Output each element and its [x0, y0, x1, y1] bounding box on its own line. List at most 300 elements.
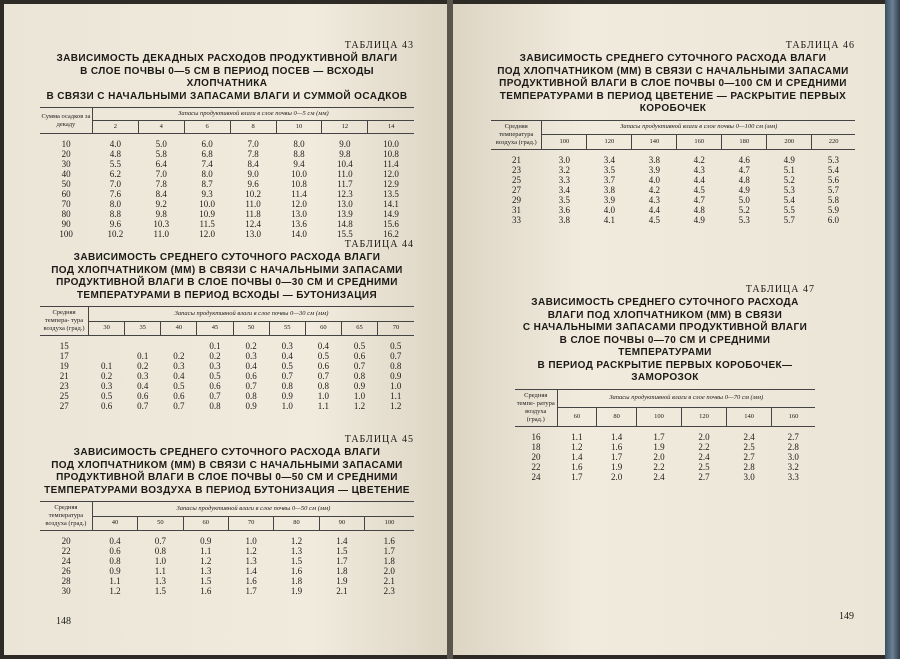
table-title-line: ЗАВИСИМОСТЬ СРЕДНЕГО СУТОЧНОГО РАСХОДА ВЛАГИ: [73, 447, 381, 458]
table-label: ТАБЛИЦА 44: [344, 239, 414, 250]
table-cell: 6.0: [201, 139, 213, 149]
table-cell: 11.0: [153, 229, 169, 239]
table-row: [40, 169, 414, 179]
column-header: 35: [125, 321, 161, 336]
table-row: [40, 361, 414, 371]
table-cell: 4.7: [693, 194, 705, 205]
table-cell: 2.4: [653, 471, 665, 482]
row-value: 28: [61, 576, 71, 586]
table-row: [515, 462, 815, 472]
table-cell: 3.5: [603, 164, 615, 175]
table-cell: 1.9: [290, 586, 303, 596]
column-header: 50: [138, 516, 183, 531]
table-cell: 10.3: [153, 219, 170, 229]
table-cell: 6.0: [827, 214, 839, 225]
table-row: [40, 546, 414, 556]
column-header: 50: [233, 321, 269, 336]
table-cell: 9.8: [155, 209, 167, 219]
table-cell: 0.5: [317, 351, 330, 361]
table-cell: 7.0: [247, 139, 259, 149]
table-row: [40, 566, 414, 576]
table-cell: 7.4: [201, 159, 213, 169]
table-cell: 3.9: [603, 194, 615, 205]
table-cell: 1.2: [245, 546, 257, 556]
table-cell: 2.5: [743, 441, 755, 452]
table-cell: 1.7: [610, 451, 623, 462]
table-row: [491, 205, 855, 215]
table-cell: 2.7: [743, 451, 755, 462]
column-header: 160: [677, 135, 722, 150]
table-cell: 3.4: [558, 184, 571, 195]
table-cell: 4.0: [603, 204, 615, 215]
page-number-left: 148: [56, 616, 71, 627]
table-cell: 6.4: [155, 159, 167, 169]
column-header: 65: [341, 321, 377, 336]
table-cell: 1.4: [336, 536, 348, 546]
table-cell: 0.9: [281, 391, 293, 401]
row-value: 20: [61, 149, 71, 159]
table-cell: 0.3: [245, 351, 257, 361]
table-cell: 2.8: [743, 461, 755, 472]
table-cell: 10.0: [199, 199, 216, 209]
table-cell: 3.0: [743, 471, 755, 482]
table-cell: 6.2: [109, 169, 121, 179]
table-cell: 5.4: [783, 194, 795, 205]
table-cell: 1.5: [290, 556, 303, 566]
table-cell: 0.2: [137, 361, 149, 371]
column-header: 8: [230, 121, 276, 134]
table-row: [40, 576, 414, 586]
table-cell: 0.5: [173, 381, 185, 391]
column-header: 100: [636, 408, 681, 427]
table-cell: 0.3: [173, 361, 185, 371]
table-cell: 4.2: [648, 184, 660, 195]
table-row: [515, 472, 815, 482]
table-row: [40, 336, 414, 352]
table-row: [40, 351, 414, 361]
table-cell: 8.0: [201, 169, 213, 179]
table-cell: 0.8: [154, 546, 167, 556]
table-cell: 0.1: [137, 351, 149, 361]
table-cell: 0.7: [317, 371, 330, 381]
table-cell: 1.3: [290, 546, 303, 556]
table-cell: 1.9: [336, 576, 348, 586]
row-header: Сумма осадков за декаду: [40, 108, 92, 134]
table-cell: 0.6: [317, 361, 330, 371]
table-cell: 0.7: [154, 536, 167, 546]
table-label: ТАБЛИЦА 43: [344, 40, 414, 51]
table-cell: 13.5: [383, 189, 399, 199]
table-title: [40, 252, 414, 302]
row-value: 22: [61, 546, 71, 556]
table-cell: 0.8: [245, 391, 257, 401]
table-cell: 0.4: [109, 536, 121, 546]
page-number-right: 149: [839, 611, 854, 622]
table-row: [491, 175, 855, 185]
table-cell: 13.6: [291, 219, 307, 229]
data-table: [40, 501, 414, 596]
table-cell: 4.3: [648, 194, 660, 205]
table-row: [40, 531, 414, 547]
table-cell: 4.6: [738, 154, 750, 165]
table-cell: 16.2: [383, 229, 399, 239]
table-cell: 2.0: [383, 566, 395, 576]
table-cell: 1.6: [200, 586, 212, 596]
row-value: 60: [61, 189, 71, 199]
table-cell: 0.8: [353, 371, 366, 381]
column-header: 45: [197, 321, 233, 336]
table-row: [40, 189, 414, 199]
column-header: 200: [767, 135, 812, 150]
table-cell: 0.5: [281, 361, 293, 371]
table-cell: 4.5: [648, 214, 660, 225]
table-cell: 4.3: [693, 164, 705, 175]
table-row: [40, 219, 414, 229]
row-value: 90: [61, 219, 71, 229]
table-cell: 9.8: [339, 149, 351, 159]
table-cell: 10.8: [291, 179, 307, 189]
table-cell: 1.9: [653, 441, 665, 452]
table-title-line: В СВЯЗИ С НАЧАЛЬНЫМИ ЗАПАСАМИ ВЛАГИ И СУММОЙ ОСАДКОВ: [46, 90, 408, 102]
table-cell: 10.0: [383, 139, 399, 149]
table-cell: 1.2: [390, 401, 402, 411]
table-row: [40, 179, 414, 189]
table-title: [40, 447, 414, 497]
table-cell: 4.7: [738, 164, 750, 175]
row-value: 22: [531, 461, 541, 472]
row-value: 26: [61, 566, 71, 576]
table-row: [40, 149, 414, 159]
table-cell: 0.7: [173, 401, 185, 411]
column-header: 6: [184, 121, 230, 134]
column-header: 80: [274, 516, 319, 531]
table-cell: 2.3: [383, 586, 395, 596]
row-value: 10: [61, 139, 71, 149]
table-cell: 1.8: [290, 576, 303, 586]
span-header: Запасы продуктивной влаги в слое почвы 0—100 см (мм): [542, 120, 855, 135]
table-cell: 3.9: [648, 164, 660, 175]
table-cell: 2.7: [698, 471, 710, 482]
table-cell: 0.2: [209, 351, 221, 361]
data-table: [40, 107, 414, 239]
table-cell: 0.3: [101, 381, 113, 391]
table-cell: 0.8: [317, 381, 330, 391]
table-cell: 9.2: [155, 199, 167, 209]
table-cell: 0.3: [209, 361, 221, 371]
row-header: Средняя темпера- тура воздуха (град.): [40, 307, 89, 336]
column-header: 160: [772, 408, 815, 427]
span-header: Запасы продуктивной влаги в слое почвы 0—50 см (мм): [92, 502, 414, 517]
table-cell: 3.4: [603, 154, 615, 165]
table-cell: 2.0: [653, 451, 665, 462]
table-cell: 1.3: [154, 576, 167, 586]
table-cell: 1.7: [653, 431, 665, 442]
table-cell: 1.3: [245, 556, 257, 566]
table-cell: 0.6: [245, 371, 257, 381]
table-row: [40, 556, 414, 566]
table-cell: 1.0: [390, 381, 402, 391]
table-row: [491, 215, 855, 225]
table-row: [515, 452, 815, 462]
table-cell: 10.2: [107, 229, 124, 239]
table-cell: 5.3: [827, 154, 839, 165]
row-value: 80: [61, 209, 71, 219]
table-cell: 0.1: [209, 341, 221, 351]
table-cell: 0.2: [173, 351, 185, 361]
table-title-line: ЗАВИСИМОСТЬ СРЕДНЕГО СУТОЧНОГО РАСХОДА ВЛАГИ: [519, 53, 827, 64]
table-title-line: ПОД ХЛОПЧАТНИКОМ (ММ) В СВЯЗИ С НАЧАЛЬНЫМИ ЗАПАСАМИ: [497, 65, 849, 77]
data-table: [515, 389, 815, 482]
span-header: Запасы продуктивной влаги в слое почвы 0—30 см (мм): [89, 307, 414, 322]
table-cell: [161, 336, 197, 352]
column-header: 90: [319, 516, 364, 531]
row-header: Средняя температура воздуха (град.): [40, 502, 92, 531]
row-header: Средняя темпе- ратура воздуха (град.): [515, 389, 557, 426]
row-value: 25: [59, 391, 69, 401]
column-header: 70: [378, 321, 414, 336]
table-cell: 1.0: [245, 536, 257, 546]
table-cell: 5.8: [827, 194, 839, 205]
table-cell: 1.2: [571, 441, 583, 452]
table-cell: 11.4: [383, 159, 399, 169]
table-row: [40, 159, 414, 169]
row-value: 23: [59, 381, 69, 391]
table-cell: 0.6: [109, 546, 121, 556]
table-cell: 2.0: [698, 431, 710, 442]
table-cell: 1.1: [109, 576, 121, 586]
table-cell: 14.1: [383, 199, 399, 209]
table-cell: 7.8: [247, 149, 259, 159]
table-cell: 0.7: [390, 351, 402, 361]
table-cell: 0.9: [245, 401, 257, 411]
table-row: [40, 229, 414, 239]
column-header: 40: [92, 516, 137, 531]
table-cell: 2.5: [698, 461, 710, 472]
table-cell: 1.7: [571, 471, 583, 482]
table-cell: 0.3: [137, 371, 149, 381]
table-cell: 13.0: [245, 229, 261, 239]
table-cell: 1.5: [154, 586, 167, 596]
table-cell: 3.2: [558, 164, 571, 175]
column-header: 70: [228, 516, 273, 531]
row-value: 24: [531, 471, 541, 482]
table-cell: 1.2: [353, 401, 366, 411]
column-header: 40: [161, 321, 197, 336]
table-cell: 1.1: [200, 546, 212, 556]
table-cell: 0.8: [390, 361, 402, 371]
table-cell: 1.1: [317, 401, 330, 411]
row-header: Средняя температура воздуха (град.): [491, 120, 542, 149]
row-value: 31: [511, 204, 521, 215]
table-title-line: ПОД ХЛОПЧАТНИКОМ (ММ) В СВЯЗИ С НАЧАЛЬНЫМИ ЗАПАСАМИ: [51, 459, 403, 471]
table-cell: 2.8: [787, 441, 799, 452]
table-cell: 1.0: [353, 391, 366, 401]
table-cell: 1.6: [610, 441, 623, 452]
column-header: 140: [632, 135, 677, 150]
table-cell: 12.3: [337, 189, 353, 199]
table-title-line: ВЛАГИ ПОД ХЛОПЧАТНИКОМ (ММ) В СВЯЗИ: [547, 309, 783, 321]
table-cell: 4.0: [109, 139, 121, 149]
table-cell: 0.1: [101, 361, 113, 371]
table-title-line: ЗАВИСИМОСТЬ СРЕДНЕГО СУТОЧНОГО РАСХОДА ВЛАГИ: [73, 252, 381, 263]
table-cell: 1.2: [290, 536, 303, 546]
table-cell: 12.4: [245, 219, 261, 229]
column-header: 220: [812, 135, 855, 150]
table-cell: 1.3: [200, 566, 212, 576]
table-title-line: ТЕМПЕРАТУРАМИ ВОЗДУХА В ПЕРИОД БУТОНИЗАЦИЯ — ЦВЕТЕНИЕ: [44, 484, 410, 496]
table-cell: 14.9: [383, 209, 399, 219]
row-value: 19: [59, 361, 69, 371]
table-cell: 2.1: [336, 586, 348, 596]
table-cell: 3.3: [787, 471, 799, 482]
table-title-line: ПРОДУКТИВНОЙ ВЛАГИ В СЛОЕ ПОЧВЫ 0—30 СМ И СРЕДНИМИ: [56, 277, 398, 288]
table-title-line: В ПЕРИОД РАСКРЫТИЕ ПЕРВЫХ КОРОБОЧЕК—ЗАМОРОЗОК: [537, 359, 793, 383]
table-cell: 10.4: [337, 159, 353, 169]
table-cell: 0.7: [281, 371, 293, 381]
table-label: ТАБЛИЦА 46: [785, 40, 855, 51]
table-cell: 0.6: [101, 401, 113, 411]
table-cell: 14.0: [291, 229, 307, 239]
table-cell: 8.0: [293, 139, 305, 149]
table-row: [40, 199, 414, 209]
table-cell: 6.8: [201, 149, 213, 159]
table-cell: 4.1: [603, 214, 615, 225]
column-header: 100: [542, 135, 587, 150]
table-cell: [89, 351, 125, 361]
table-cell: 0.4: [173, 371, 185, 381]
table-cell: 9.4: [293, 159, 305, 169]
table-cell: 5.4: [827, 164, 839, 175]
table-cell: 11.0: [337, 169, 353, 179]
table-cell: 8.8: [109, 209, 121, 219]
column-header: 80: [597, 408, 637, 427]
table-cell: 1.5: [200, 576, 212, 586]
table-44: [40, 239, 414, 411]
row-value: 27: [59, 401, 69, 411]
table-row: [491, 185, 855, 195]
table-cell: 3.0: [558, 154, 571, 165]
table-cell: 10.8: [383, 149, 399, 159]
row-value: 21: [511, 154, 521, 165]
table-cell: 0.7: [353, 361, 366, 371]
table-title-line: В СЛОЕ ПОЧВЫ 0—70 СМ И СРЕДНИМИ ТЕМПЕРАТУРАМИ: [559, 334, 771, 358]
table-cell: 8.7: [201, 179, 213, 189]
table-cell: 1.7: [383, 546, 395, 556]
table-cell: 2.7: [787, 431, 799, 442]
table-row: [491, 149, 855, 165]
table-cell: 8.4: [247, 159, 259, 169]
table-cell: 1.8: [383, 556, 395, 566]
row-value: 30: [61, 586, 71, 596]
table-cell: [89, 336, 125, 352]
table-cell: 2.2: [698, 441, 710, 452]
table-cell: [125, 336, 161, 352]
table-43: [40, 40, 414, 239]
table-cell: 0.7: [137, 401, 149, 411]
table-cell: 3.7: [603, 174, 615, 185]
table-cell: 11.8: [245, 209, 261, 219]
column-header: 180: [722, 135, 767, 150]
table-cell: 1.5: [336, 546, 348, 556]
table-cell: 0.5: [101, 391, 113, 401]
table-cell: 0.8: [109, 556, 121, 566]
table-cell: 8.0: [109, 199, 121, 209]
table-cell: 1.0: [281, 401, 293, 411]
table-title: [40, 53, 414, 103]
table-cell: 11.5: [199, 219, 215, 229]
column-header: 100: [365, 516, 414, 531]
table-cell: 1.6: [290, 566, 303, 576]
row-value: 20: [531, 451, 541, 462]
table-cell: 10.2: [245, 189, 261, 199]
table-title-line: КОРОБОЧЕК: [639, 103, 707, 114]
table-cell: 0.6: [173, 391, 185, 401]
table-row: [515, 442, 815, 452]
row-value: 18: [531, 441, 541, 452]
table-title-line: С НАЧАЛЬНЫМИ ЗАПАСАМИ ПРОДУКТИВНОЙ ВЛАГИ: [522, 322, 808, 333]
column-header: 60: [305, 321, 341, 336]
table-cell: 0.5: [390, 341, 402, 351]
row-value: 16: [531, 431, 541, 442]
table-cell: 4.9: [693, 214, 705, 225]
table-title-line: ЗАВИСИМОСТЬ ДЕКАДНЫХ РАСХОДОВ ПРОДУКТИВНОЙ ВЛАГИ: [56, 53, 398, 64]
table-cell: 9.0: [339, 139, 351, 149]
left-page: [4, 4, 447, 655]
table-cell: 1.2: [200, 556, 212, 566]
row-value: 24: [61, 556, 71, 566]
table-title: [515, 297, 815, 385]
table-cell: 4.9: [738, 184, 750, 195]
data-table: [40, 306, 414, 411]
table-cell: 11.0: [245, 199, 261, 209]
table-cell: 7.0: [109, 179, 121, 189]
table-cell: 0.4: [317, 341, 330, 351]
table-cell: 7.0: [155, 169, 167, 179]
table-46: [491, 40, 855, 225]
row-value: 40: [61, 169, 71, 179]
table-cell: 0.5: [209, 371, 221, 381]
table-label: ТАБЛИЦА 47: [745, 284, 815, 295]
table-cell: 5.9: [827, 204, 839, 215]
table-row: [40, 401, 414, 411]
table-cell: 0.3: [281, 341, 293, 351]
table-title-line: ТЕМПЕРАТУРАМИ В ПЕРИОД ВСХОДЫ — БУТОНИЗАЦИЯ: [76, 289, 378, 301]
table-cell: 1.7: [336, 556, 348, 566]
table-cell: 1.0: [154, 556, 167, 566]
table-cell: 5.0: [155, 139, 167, 149]
table-cell: 0.4: [281, 351, 293, 361]
table-row: [515, 426, 815, 442]
table-cell: 0.9: [390, 371, 402, 381]
table-cell: 5.6: [827, 174, 839, 185]
table-cell: 12.0: [199, 229, 216, 239]
table-cell: 5.1: [783, 164, 795, 175]
column-header: 60: [183, 516, 228, 531]
table-title-line: ПРОДУКТИВНОЙ ВЛАГИ В СЛОЕ ПОЧВЫ 0—50 СМ И СРЕДНИМИ: [56, 472, 398, 483]
table-cell: 0.9: [200, 536, 212, 546]
row-value: 33: [511, 214, 521, 225]
table-cell: 15.6: [383, 219, 399, 229]
column-header: 12: [322, 121, 368, 134]
table-cell: 2.4: [698, 451, 710, 462]
table-row: [40, 391, 414, 401]
table-row: [491, 165, 855, 175]
table-cell: 3.6: [558, 204, 571, 215]
table-cell: 4.9: [783, 154, 795, 165]
table-cell: 5.7: [783, 214, 795, 225]
table-cell: 1.4: [245, 566, 257, 576]
column-header: 140: [727, 408, 772, 427]
